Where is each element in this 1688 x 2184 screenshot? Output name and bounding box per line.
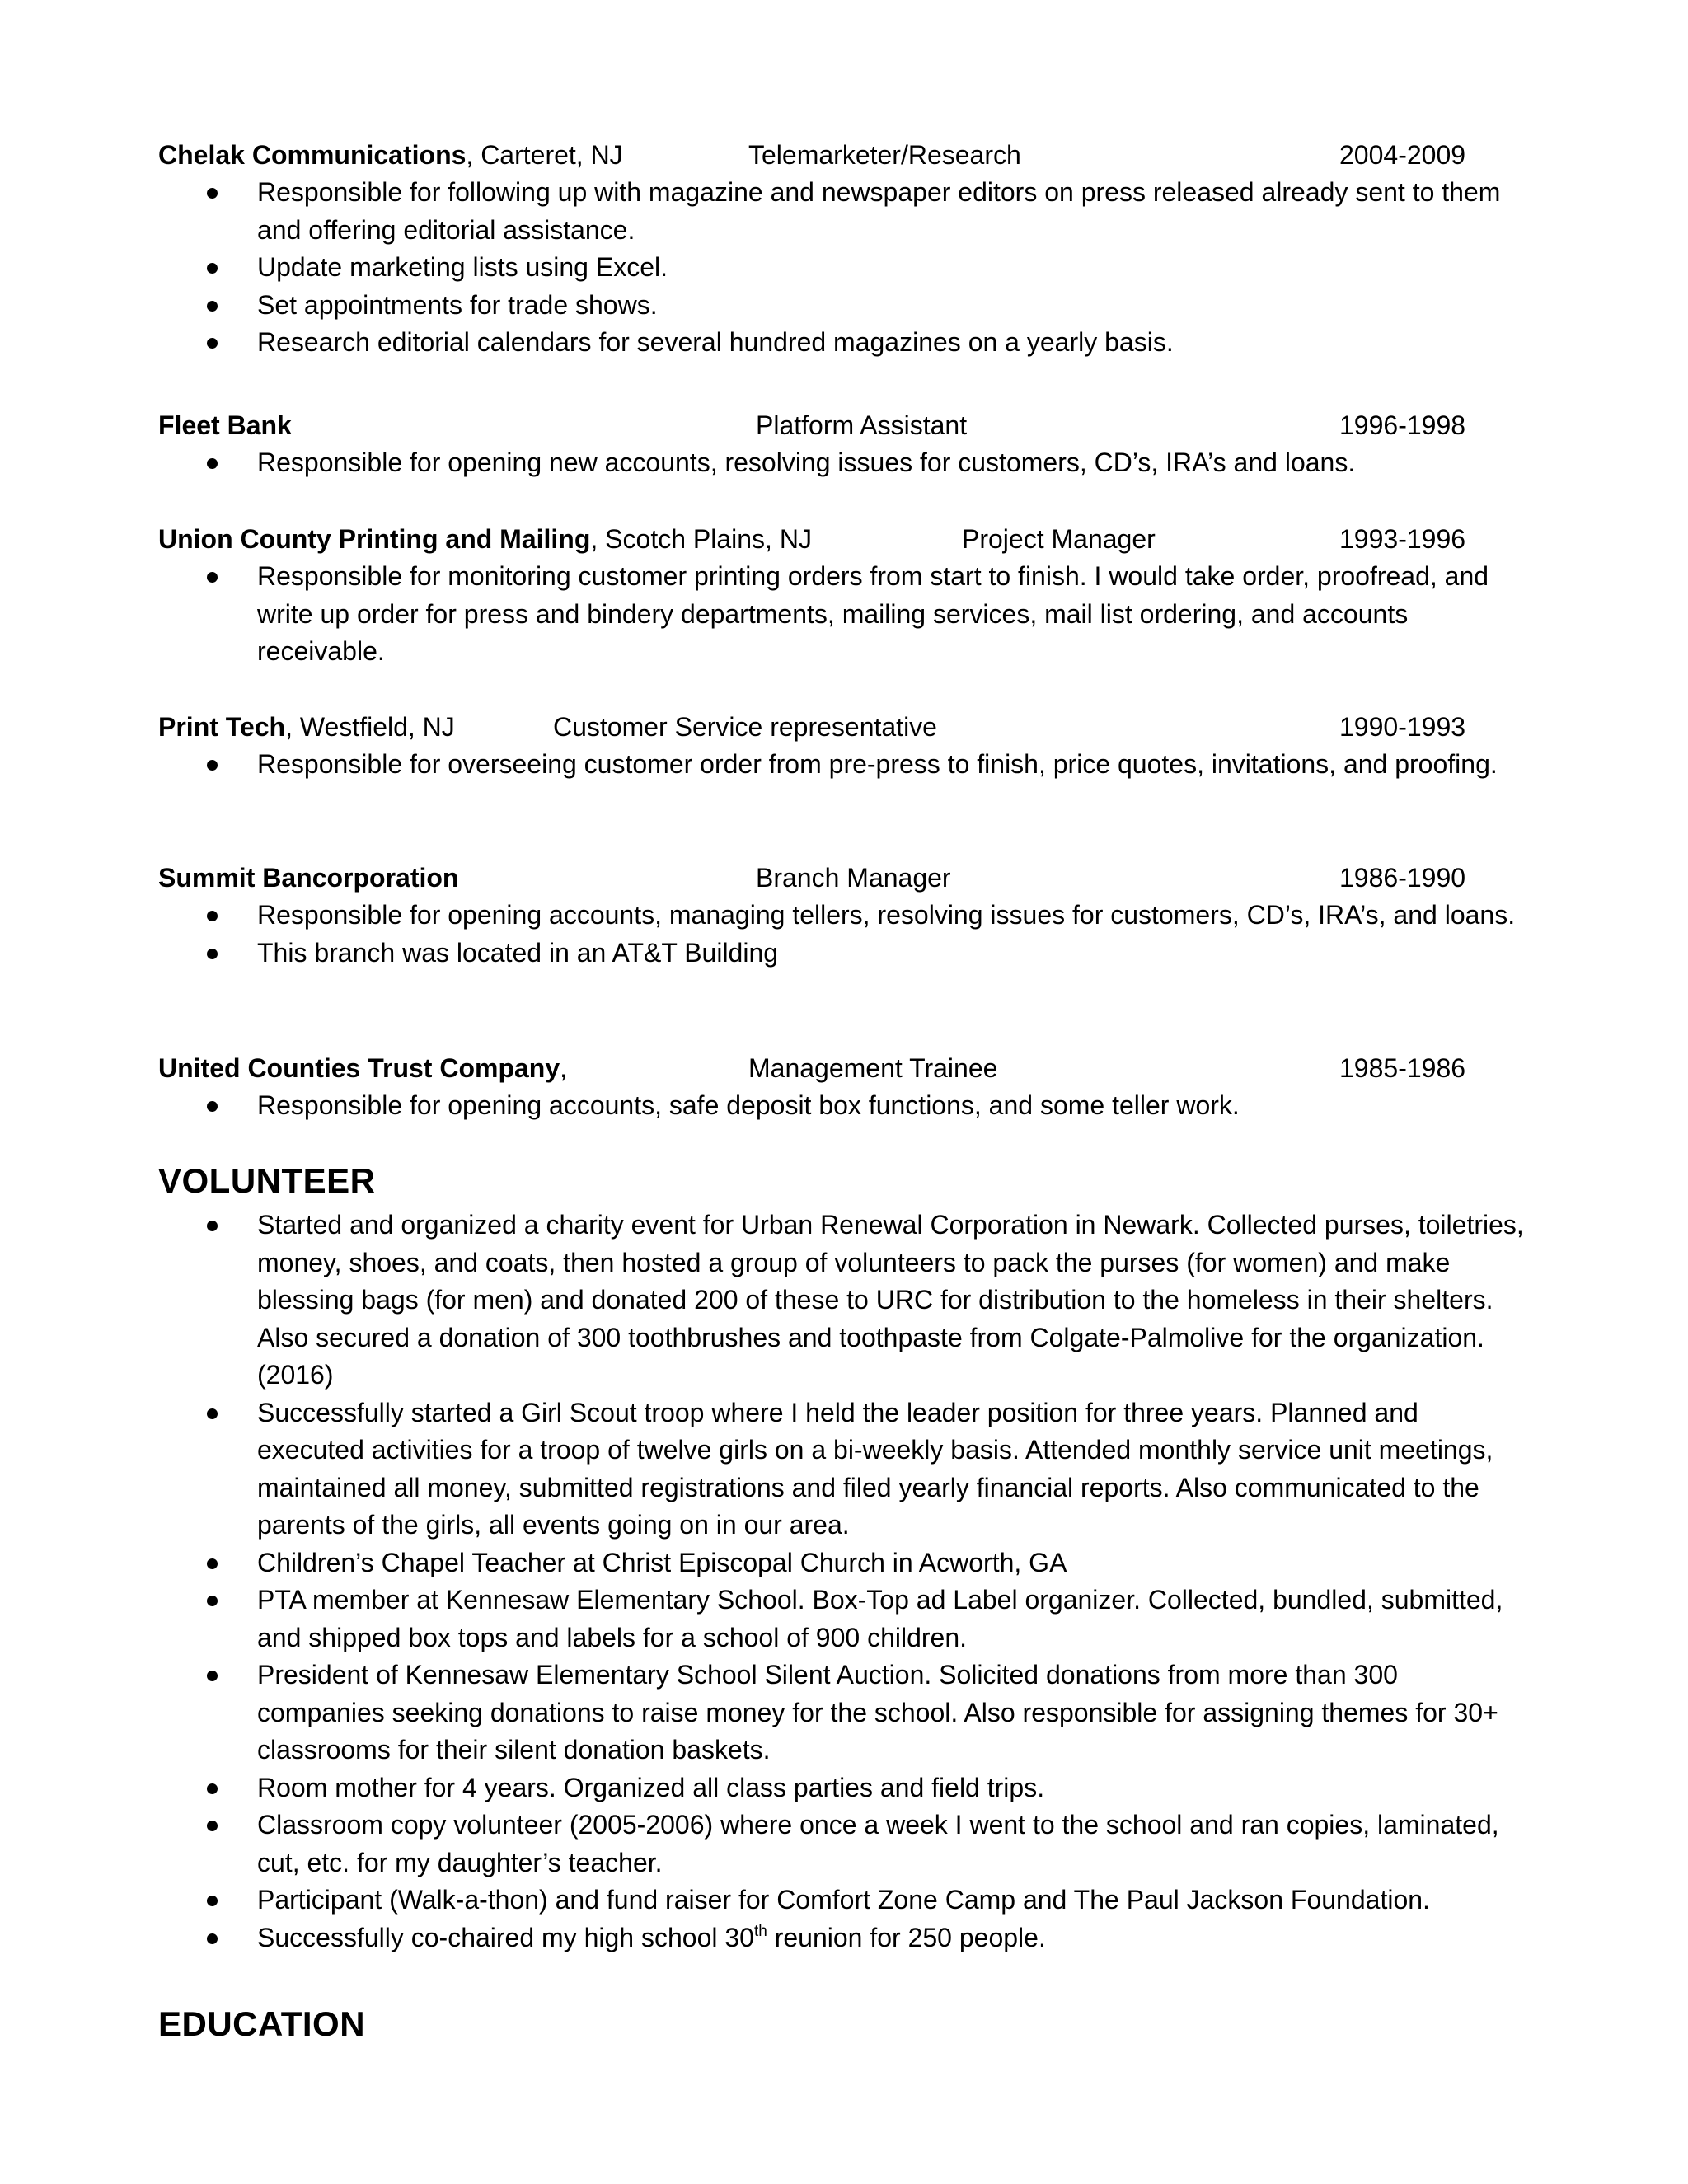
list-item: Started and organized a charity event for Urban Renewal Corporation in Newark. Collected purses, toiletries, money, shoes, and coats, then hosted a group of volunteers to pack the purses (for women) and make blessing bags (for men) and donated 200 of these to URC for distribution to the homeless in their shelters. Also secured a donation of 300 toothbrushes and toothpaste from Colgate-Palmolive for the organization. (2016)	[0, 1207, 1526, 1394]
list-item: Responsible for following up with magazine and newspaper editors on press released already sent to them and offering editorial assistance.	[0, 174, 1526, 249]
bullet-icon	[207, 949, 218, 959]
job-role: Project Manager	[962, 524, 1156, 554]
job-company: Summit Bancorporation	[158, 863, 459, 893]
job-company: Fleet Bank	[158, 410, 292, 440]
list-item: Responsible for monitoring customer printing orders from start to finish. I would take order, proofread, and write up order for press and bindery departments, mailing services, mail list ordering, and accounts receivable.	[0, 558, 1526, 671]
job-role: Platform Assistant	[756, 410, 968, 440]
bullet-icon	[207, 1933, 218, 1944]
job-role: Branch Manager	[756, 863, 951, 893]
list-item: This branch was located in an AT&T Building	[0, 935, 1526, 972]
job-header	[158, 708, 1543, 746]
bullet-icon	[207, 458, 218, 469]
list-item: Classroom copy volunteer (2005-2006) where once a week I went to the school and ran copies, laminated, cut, etc. for my daughter’s teacher.	[0, 1807, 1526, 1882]
bullet-icon	[207, 1101, 218, 1112]
bullet-icon	[207, 572, 218, 583]
job-bullet-list	[0, 746, 1526, 784]
bullet-icon	[207, 1896, 218, 1906]
job-role: Customer Service representative	[553, 712, 937, 742]
bullet-icon	[207, 1821, 218, 1831]
job-years: 2004-2009	[1339, 140, 1466, 170]
job-bullet-list	[0, 558, 1526, 671]
job-years: 1985-1986	[1339, 1053, 1466, 1083]
job-company: Chelak Communications, Carteret, NJ	[158, 140, 623, 170]
job-years: 1986-1990	[1339, 863, 1466, 893]
volunteer-bullet-list	[0, 1207, 1526, 1957]
bullet-icon	[207, 1783, 218, 1794]
list-item: Set appointments for trade shows.	[0, 287, 1526, 325]
list-item: Responsible for opening accounts, safe deposit box functions, and some teller work.	[0, 1087, 1526, 1125]
bullet-icon	[207, 760, 218, 771]
section-title-volunteer: VOLUNTEER	[158, 1161, 376, 1200]
job-years: 1996-1998	[1339, 410, 1466, 440]
list-item: Children’s Chapel Teacher at Christ Episcopal Church in Acworth, GA	[0, 1544, 1526, 1582]
job-header	[158, 520, 1543, 558]
job-header	[158, 1049, 1543, 1087]
bullet-icon	[207, 1558, 218, 1569]
list-item: Participant (Walk-a-thon) and fund raiser for Comfort Zone Camp and The Paul Jackson Foundation.	[0, 1882, 1526, 1919]
job-header	[158, 406, 1543, 444]
bullet-icon	[207, 263, 218, 274]
job-bullet-list	[0, 174, 1526, 362]
list-item: Successfully co-chaired my high school 30th reunion for 250 people.	[0, 1919, 1526, 1957]
list-item: President of Kennesaw Elementary School Silent Auction. Solicited donations from more than 300 companies seeking donations to raise money for the school. Also responsible for assigning themes for 30+ classrooms for their silent donation baskets.	[0, 1657, 1526, 1769]
job-bullet-list	[0, 897, 1526, 972]
bullet-icon	[207, 301, 218, 312]
job-company: Print Tech, Westfield, NJ	[158, 712, 455, 742]
bullet-icon	[207, 1408, 218, 1419]
job-bullet-list	[0, 1087, 1526, 1125]
section-title-education: EDUCATION	[158, 2004, 366, 2043]
job-company: Union County Printing and Mailing, Scotch Plains, NJ	[158, 524, 812, 554]
job-role: Management Trainee	[748, 1053, 998, 1083]
bullet-icon	[207, 188, 218, 199]
bullet-icon	[207, 338, 218, 349]
list-item: Successfully started a Girl Scout troop where I held the leader position for three years. Planned and executed activities for a troop of twelve girls on a bi-weekly basis. Attended monthly service unit meetings, maintained all money, submitted registrations and filed yearly financial reports. Also communicated to the parents of the girls, all events going on in our area.	[0, 1394, 1526, 1544]
job-company: United Counties Trust Company,	[158, 1053, 568, 1083]
list-item: Update marketing lists using Excel.	[0, 249, 1526, 287]
list-item: Responsible for opening new accounts, resolving issues for customers, CD’s, IRA’s and loans.	[0, 444, 1526, 482]
job-bullet-list	[0, 444, 1526, 482]
job-header	[158, 136, 1543, 174]
list-item: Responsible for opening accounts, managing tellers, resolving issues for customers, CD’s, IRA’s, and loans.	[0, 897, 1526, 935]
bullet-icon	[207, 1671, 218, 1681]
bullet-icon	[207, 1596, 218, 1606]
list-item: Responsible for overseeing customer order from pre-press to finish, price quotes, invitations, and proofing.	[0, 746, 1526, 784]
list-item: Research editorial calendars for several hundred magazines on a yearly basis.	[0, 324, 1526, 362]
bullet-icon	[207, 911, 218, 921]
job-header	[158, 859, 1543, 897]
job-years: 1990-1993	[1339, 712, 1466, 742]
bullet-icon	[207, 1221, 218, 1231]
job-years: 1993-1996	[1339, 524, 1466, 554]
job-role: Telemarketer/Research	[748, 140, 1021, 170]
list-item: Room mother for 4 years. Organized all class parties and field trips.	[0, 1769, 1526, 1807]
list-item: PTA member at Kennesaw Elementary School. Box-Top ad Label organizer. Collected, bundled, submitted, and shipped box tops and labels for a school of 900 children.	[0, 1582, 1526, 1657]
